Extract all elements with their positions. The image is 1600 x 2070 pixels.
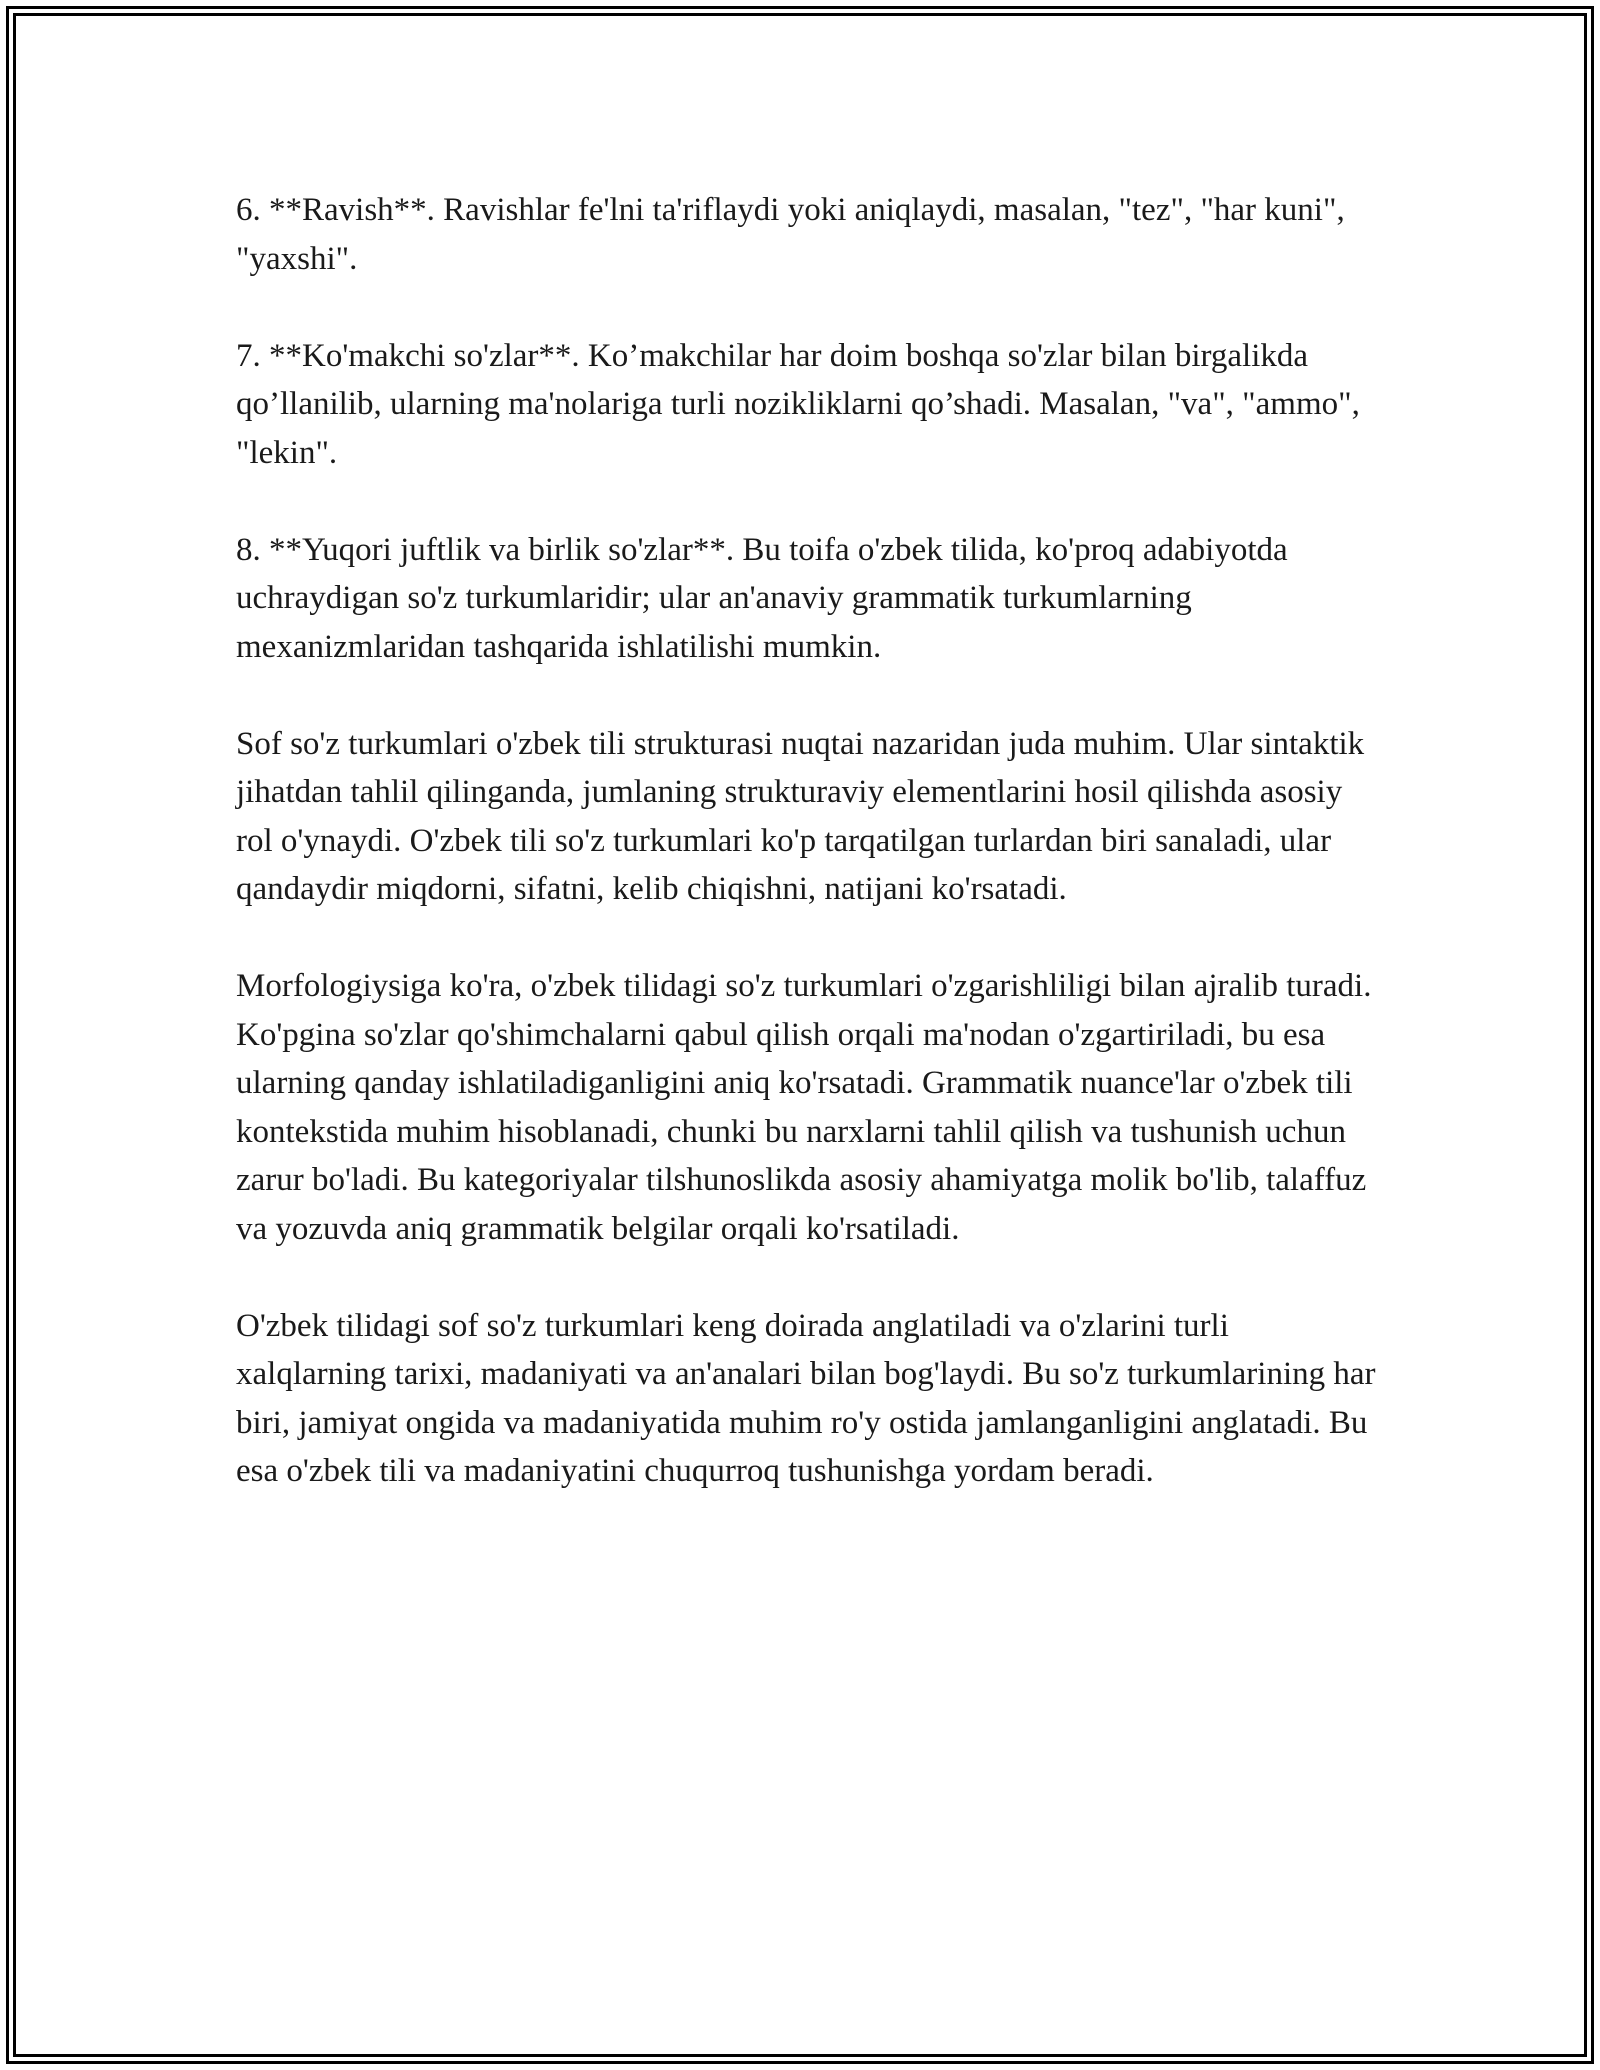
paragraph-ravish: 6. **Ravish**. Ravishlar fe'lni ta'riflaydi yoki aniqlaydi, masalan, "tez", "har kuni", "yaxshi".	[236, 192, 1345, 277]
paragraph-morfologiya: Morfologiysiga ko'ra, o'zbek tilidagi so'z turkumlari o'zgarishliligi bilan ajralib turadi. Ko'pgina so'zlar qo'shimchalarni qabul qilish orqali ma'nodan o'zgartiriladi, bu esa ularning qanday ishlatiladiganligini aniq ko'rsatadi. Grammatik nuance'lar o'zbek tili kontekstida muhim hisoblanadi, chunki bu narxlarni tahlil qilish va tushunish uchun zarur bo'ladi. Bu kategoriyalar tilshunoslikda asosiy ahamiyatga molik bo'lib, talaffuz va yozuvda aniq grammatik belgilar orqali ko'rsatiladi.	[236, 968, 1372, 1247]
paragraph-komakchi-sozlar: 7. **Ko'makchi so'zlar**. Ko’makchilar har doim boshqa so'zlar bilan birgalikda qo’llanilib, ularning ma'nolariga turli nozikliklarni qo’shadi. Masalan, "va", "ammo", "lekin".	[236, 337, 1360, 471]
paragraph-sof-soz-turkumlari: Sof so'z turkumlari o'zbek tili strukturasi nuqtai nazaridan juda muhim. Ular sintaktik jihatdan tahlil qilinganda, jumlaning strukturaviy elementlarini hosil qilishda asosiy rol o'ynaydi. O'zbek tili so'z turkumlari ko'p tarqatilgan turlardan biri sanaladi, ular qandaydir miqdorni, sifatni, kelib chiqishni, natijani ko'rsatadi.	[236, 725, 1365, 907]
paragraph-yuqori-juftlik: 8. **Yuqori juftlik va birlik so'zlar**. Bu toifa o'zbek tilida, ko'proq adabiyotda uchraydigan so'z turkumlaridir; ular an'anaviy grammatik turkumlarning mexanizmlaridan tashqarida ishlatilishi mumkin.	[236, 531, 1288, 665]
paragraph-madaniyat: O'zbek tilidagi sof so'z turkumlari keng doirada anglatiladi va o'zlarini turli xalqlarning tarixi, madaniyati va an'analari bilan bog'laydi. Bu so'z turkumlarining har biri, jamiyat ongida va madaniyatida muhim ro'y ostida jamlanganligini anglatadi. Bu esa o'zbek tili va madaniyatini chuqurroq tushunishga yordam beradi.	[236, 1307, 1376, 1489]
document-body	[236, 186, 1376, 1544]
